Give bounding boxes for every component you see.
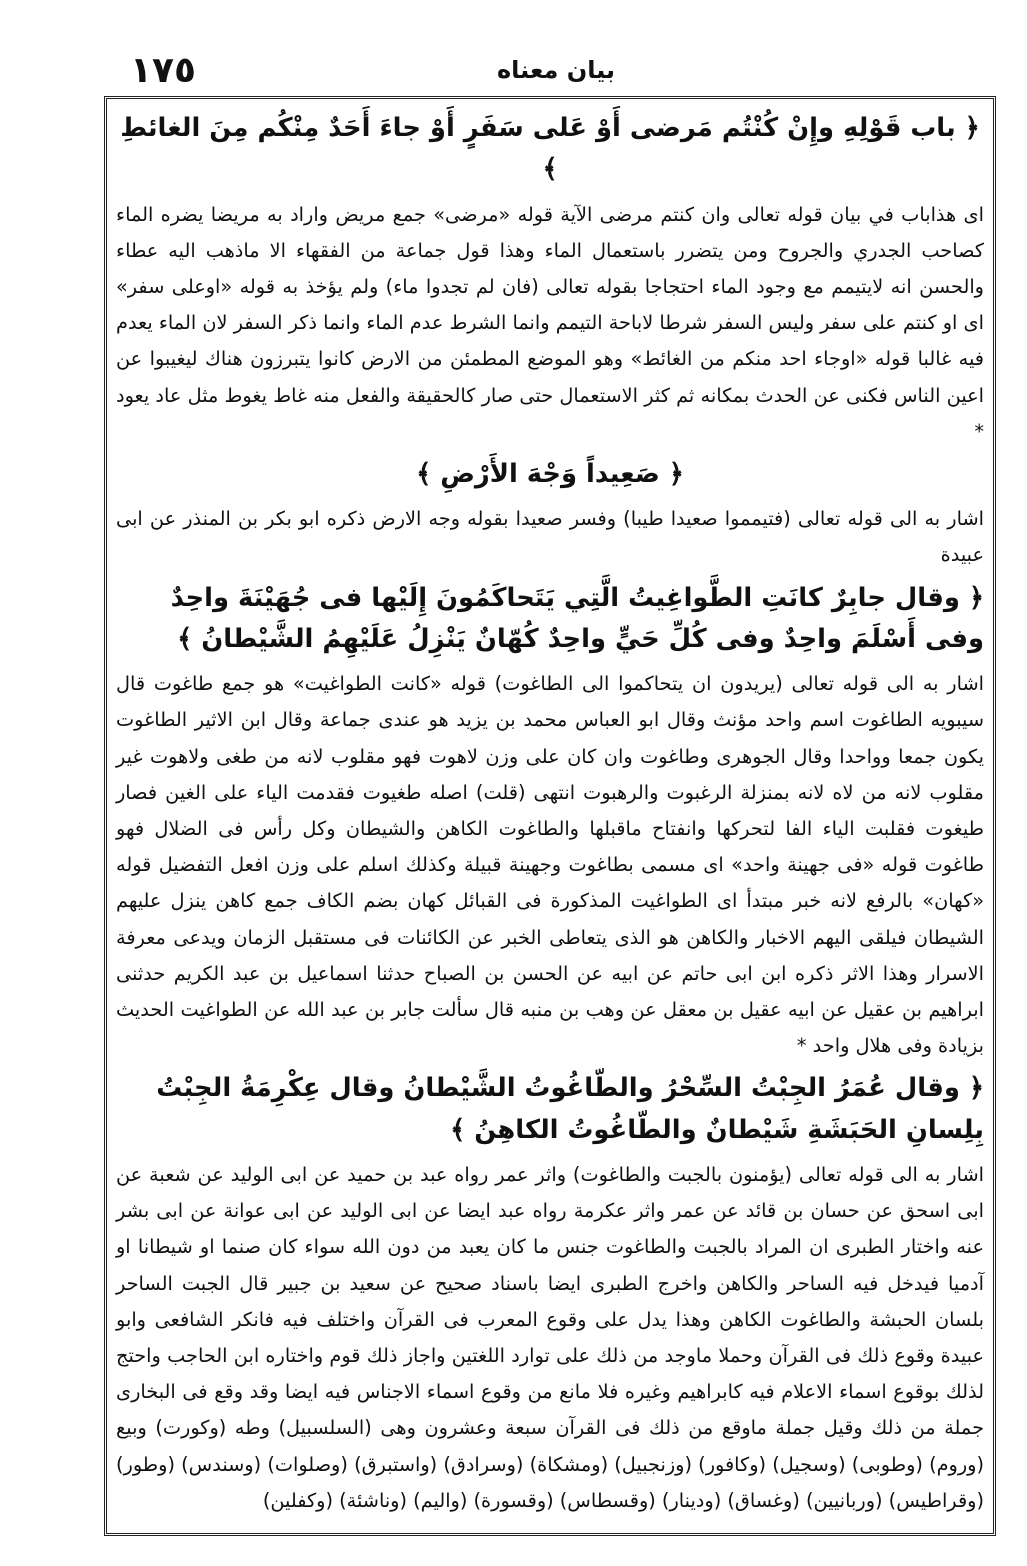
section-umar (116, 1068, 984, 1519)
page-header (118, 46, 994, 94)
section-paragraph: اشار به الى قوله تعالى (فتيمموا صعيدا طيبا) وفسر صعيدا بقوله وجه الارض ذكره ابو بكر بن المنذر عن ابى عبيدة (116, 507, 984, 567)
section-jabir (116, 578, 984, 1065)
section-paragraph: اشار به الى قوله تعالى (يريدون ان يتحاكموا الى الطاغوت) قوله «كانت الطواغيت» هو جمع طاغوت قال سيبويه الطاغوت اسم واحد مؤنث وقال ابو العباس محمد بن يزيد هو عندى جماعة وقال ابن الاثير الطاغوت يكون جمعا وواحدا وقال الجوهرى وطاغوت وان كان على وزن لاهوت فهو مقلوب لانه من طغى ولاهوت غير مقلوب لانه من لاه لانه بمنزلة الرغبوت والرهبوت انتهى (قلت) اصله طغيوت فقدمت الياء على الغين فصار طيغوت فقلبت الياء الفا لتحركها وانفتاح ماقبلها والطاغوت الكاهن والشيطان وكل رأس فى الضلال فهو طاغوت قوله «فى جهينة واحد» اى مسمى بطاغوت وجهينة قبيلة وكذلك اسلم على وزن افعل التفضيل قوله «كهان» بالرفع لانه خبر مبتدأ اى الطواغيت المذكورة فى القبائل كهان بضم الكاف جمع كاهن ينزل عليهم الشيطان فيلقى اليهم الاخبار والكاهن هو الذى يتعاطى الخبر عن الكائنات فى مستقبل الزمان ويدعى معرفة الاسرار وهذا الاثر ذكره ابن ابى حاتم عن ابيه عن الحسن بن الصباح حدثنا اسماعيل بن عبد الكريم حدثنى ابراهيم بن عقيل عن ابيه عقيل بن معقل عن وهب بن منبه قال سألت جابر بن عبد الله عن الطواغيت الحديث بزيادة وفى هلال واحد * (116, 672, 984, 1058)
section-heading: ﴿ باب قَوْلِهِ وإِنْ كُنْتُم مَرضى أَوْ عَلى سَفَرٍ أَوْ جاءَ أَحَدٌ مِنْكُم مِنَ الغائطِ ﴾ (120, 113, 980, 185)
section-bab (116, 108, 984, 450)
section-paragraph: اى هذاباب في بيان قوله تعالى وان كنتم مرضى الآية قوله «مرضى» جمع مريض واراد به مريضا يضره الماء كصاحب الجدري والجروح ومن يتضرر باستعمال الماء وهذا قول جماعة من الفقهاء الا ماذهب اليه عطاء والحسن انه لايتيمم مع وجود الماء احتجاجا بقوله تعالى (فان لم تجدوا ماء) ولم يؤخذ به قوله «اوعلى سفر» اى او كنتم على سفر وليس السفر شرطا لاباحة التيمم وانما الشرط عدم الماء وانما ذكر السفر لان الماء يعدم فيه غالبا قوله «اوجاء احد منكم من الغائط» وهو الموضع المطمئن من الارض كانوا يتبرزون هناك ليغيبوا عن اعين الناس فكنى عن الحدث بمكانه ثم كثر الاستعمال حتى صار كالحقيقة والفعل منه غاط يغوط مثل عاد يعود * (116, 202, 984, 443)
main-text (116, 104, 984, 1523)
section-heading: ﴿ وقال عُمَرُ الجِبْتُ السِّحْرُ والطّاغُوتُ الشَّيْطانُ وقال عِكْرِمَةُ الجِبْتُ بِلِسانِ الحَبَشَةِ شَيْطانٌ والطّاغُوتُ الكاهِنُ ﴾ (156, 1073, 984, 1145)
section-saeed (116, 454, 984, 574)
page-number: ١٧٥ (130, 50, 196, 91)
section-paragraph: اشار به الى قوله تعالى (يؤمنون بالجبت والطاغوت) واثر عمر رواه عبد بن حميد عن ابى الوليد عن شعبة عن ابى اسحق عن حسان بن قائد عن عمر واثر عكرمة رواه عبد ايضا عن ابى الوليد عن ابى عوانة عن ابى بشر عنه واختار الطبرى ان المراد بالجبت والطاغوت جنس ما كان يعبد من دون الله سواء كان صنما او شيطانا او آدميا فيدخل فيه الساحر والكاهن واخرج الطبرى ايضا باسناد صحيح عن سعيد بن جبير قال الجبت الساحر بلسان الحبشة والطاغوت الكاهن وهذا يدل على وقوع المعرب فى القرآن واختلف فيه فانكر الشافعى وابو عبيدة وقوع ذلك فى القرآن وحملا ماوجد من ذلك على توارد اللغتين واجاز ذلك قوم واختاره ابن الحاجب واحتج لذلك بوقوع اسماء الاعلام فيه كابراهيم وغيره فلا مانع من وقوع اسماء الاجناس فيه ايضا وقد وقع فى البخارى جملة من ذلك وقيل جملة ماوقع من ذلك فى القرآن سبعة وعشرون وهى (السلسبيل) وطه (وكورت) وبيع (وروم) (وطوبى) (وسجيل) (وكافور) (وزنجبيل) (ومشكاة) (وسرادق) (واستبرق) (وصلوات) (وسندس) (وطور) (وقراطيس) (وربانيين) (وغساق) (ودينار) (وقسطاس) (وقسورة) (واليم) (وناشئة) (وكفلين) (116, 1163, 984, 1512)
section-heading: ﴿ وقال جابِرٌ كانَتِ الطَّواغِيتُ الَّتِي يَتَحاكَمُونَ إِلَيْها فى جُهَيْنَةَ واحِدٌ وفى أَسْلَمَ واحِدٌ وفى كُلِّ حَيٍّ واحِدٌ كُهّانٌ يَنْزِلُ عَلَيْهِمُ الشَّيْطانُ ﴾ (170, 582, 984, 654)
running-title: بيان معناه (496, 56, 616, 84)
section-heading: ﴿ صَعِيداً وَجْهَ الأَرْضِ ﴾ (416, 458, 684, 489)
